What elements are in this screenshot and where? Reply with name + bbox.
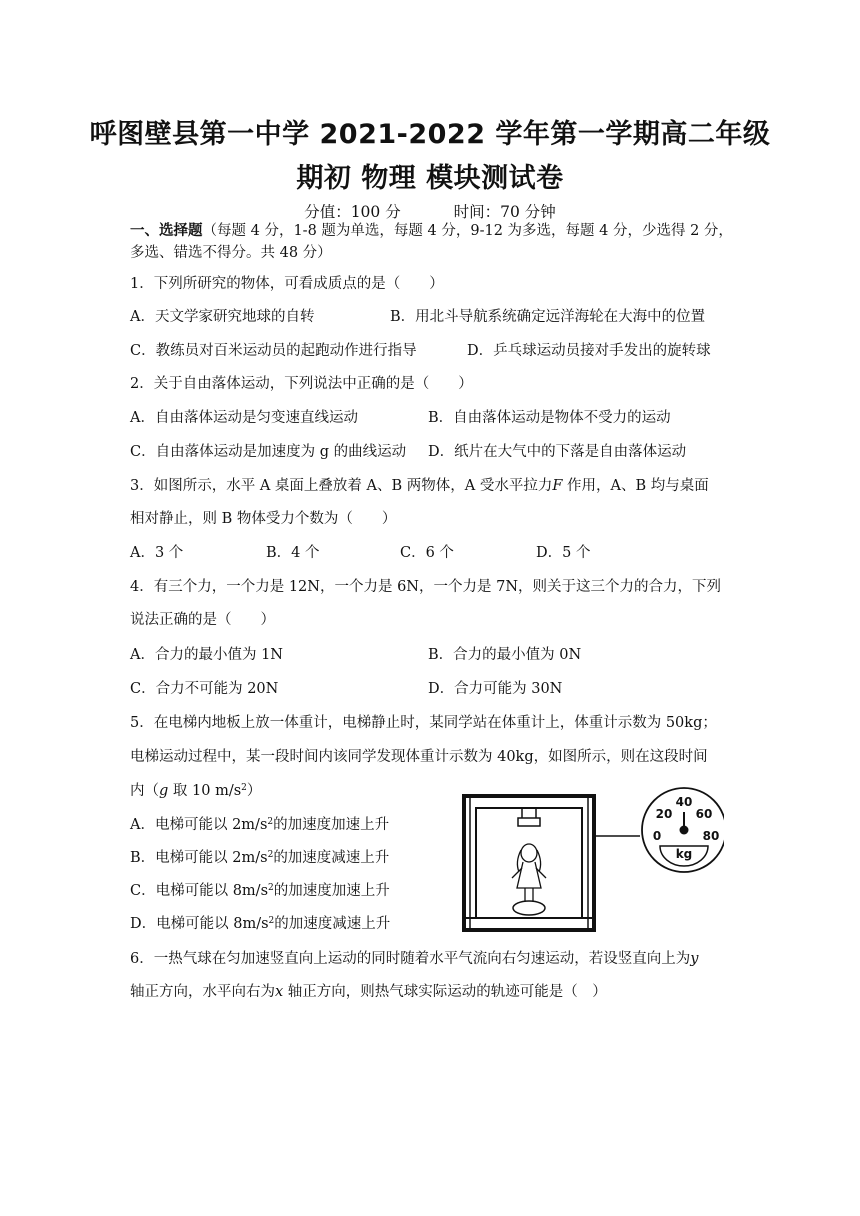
- q2-option-c: C．自由落体运动是加速度为 g 的曲线运动: [130, 444, 407, 460]
- q5-g-symbol: g: [159, 783, 169, 799]
- q3-stem-cont: 相对静止，则 B 物体受力个数为（ ）: [130, 511, 397, 527]
- q1-stem: 1．下列所研究的物体，可看成质点的是（ ）: [130, 276, 444, 292]
- q5-stem-cont2: [130, 781, 261, 801]
- q2-option-b: B．自由落体运动是物体不受力的运动: [428, 410, 671, 426]
- q1-option-c: C．教练员对百米运动员的起跑动作进行指导: [130, 343, 417, 359]
- q5-option-a-text2: 的加速度加速上升: [273, 817, 390, 833]
- q5-option-b: [130, 848, 389, 868]
- q5-option-a: [130, 815, 389, 835]
- dial-label: 80: [702, 829, 720, 843]
- q1-option-d: D．乒乓球运动员接对手发出的旋转球: [467, 343, 711, 359]
- score-text: 分值：100 分: [304, 203, 401, 221]
- q3-option-a: A．3 个: [130, 545, 184, 561]
- section-title: 一、选择题: [130, 223, 203, 239]
- q5-option-b-text: B．电梯可能以 2m/s: [130, 850, 268, 866]
- exam-meta: [0, 200, 860, 222]
- elevator-scale-figure: [462, 768, 724, 934]
- q6-y-symbol: y: [690, 951, 699, 967]
- section-instructions: （每题 4 分，1-8 题为单选，每题 4 分，9-12 为多选，每题 4 分，少选得 2 分，: [202, 223, 733, 239]
- q5-stem-part: 取 10 m/s: [168, 783, 242, 799]
- dial-label: 0: [652, 829, 662, 843]
- q2-option-a: A．自由落体运动是匀变速直线运动: [130, 410, 358, 426]
- time-text: 时间：70 分钟: [453, 203, 556, 221]
- q5-stem-part: 内（: [130, 783, 159, 799]
- q2-option-d: D．纸片在大气中的下落是自由落体运动: [428, 444, 687, 460]
- q1-option-b: B．用北斗导航系统确定远洋海轮在大海中的位置: [390, 309, 706, 325]
- q5-option-c: [130, 881, 390, 901]
- q2-stem: 2．关于自由落体运动，下列说法中正确的是（ ）: [130, 376, 473, 392]
- q5-option-b-text2: 的加速度减速上升: [273, 850, 390, 866]
- q6-x-symbol: x: [275, 984, 284, 1000]
- q3-option-d: D．5 个: [536, 545, 591, 561]
- q5-option-d-sup: 2: [268, 916, 275, 926]
- dial-label: 60: [695, 807, 713, 821]
- q4-option-c: C．合力不可能为 20N: [130, 681, 279, 697]
- q4-option-a: A．合力的最小值为 1N: [130, 647, 283, 663]
- q5-option-a-text: A．电梯可能以 2m/s: [130, 817, 268, 833]
- q3-stem-part: 3．如图所示，水平 A 桌面上叠放着 A、B 两物体，A 受水平拉力: [130, 478, 553, 494]
- q1-option-a: A．天文学家研究地球的自转: [130, 309, 315, 325]
- page-title-line2: 期初 物理 模块测试卷: [296, 163, 564, 194]
- page-title-line1: 呼图壁县第一中学 2021-2022 学年第一学期高二年级: [89, 119, 771, 150]
- q6-stem-part: 轴正方向，则热气球实际运动的轨迹可能是（ ）: [283, 984, 607, 1000]
- dial-label: 20: [655, 807, 673, 821]
- q5-option-d-text: D．电梯可能以 8m/s: [130, 916, 269, 932]
- q5-stem-cont: 电梯运动过程中，某一段时间内该同学发现体重计示数为 40kg，如图所示，则在这段时间: [130, 749, 708, 765]
- q5-option-c-sup: 2: [268, 883, 274, 893]
- dial-unit: kg: [675, 847, 693, 861]
- q3-option-b: B．4 个: [266, 545, 320, 561]
- q6-stem-part: 轴正方向，水平向右为: [130, 984, 275, 1000]
- q6-stem-cont: [130, 982, 607, 1002]
- q6-stem: [130, 949, 698, 969]
- q5-option-d: [130, 914, 390, 934]
- q5-option-b-sup: 2: [267, 850, 274, 860]
- section-instructions-cont: 多选、错选不得分。共 48 分）: [130, 245, 332, 261]
- q5-option-a-sup: 2: [267, 817, 274, 827]
- q3-option-c: C．6 个: [400, 545, 454, 561]
- q5-superscript: 2: [241, 783, 247, 793]
- dial-label: 40: [675, 795, 693, 809]
- q6-stem-part: 6．一热气球在匀加速竖直向上运动的同时随着水平气流向右匀速运动，若设竖直向上为: [130, 951, 691, 967]
- elevator-frame: [464, 796, 594, 930]
- q4-option-b: B．合力的最小值为 0N: [428, 647, 582, 663]
- q3-force-symbol: F: [552, 478, 563, 494]
- q5-option-c-text2: 的加速度加速上升: [273, 883, 390, 899]
- q3-stem-part: 作用，A、B 均与桌面: [562, 478, 709, 494]
- q3-stem: [130, 476, 709, 496]
- q4-stem: 4．有三个力，一个力是 12N，一个力是 6N，一个力是 7N，则关于这三个力的合力，下列: [130, 579, 722, 595]
- q5-option-d-text2: 的加速度减速上升: [274, 916, 391, 932]
- girl-figure: [512, 844, 546, 902]
- q5-option-c-text: C．电梯可能以 8m/s: [130, 883, 269, 899]
- scale-platform: [513, 901, 545, 915]
- q5-stem-part: ）: [246, 783, 262, 799]
- q5-stem: 5．在电梯内地板上放一体重计，电梯静止时，某同学站在体重计上，体重计示数为 50kg；: [130, 715, 717, 731]
- ceiling-light: [518, 808, 540, 826]
- section-heading: [130, 221, 733, 241]
- q4-option-d: D．合力可能为 30N: [428, 681, 563, 697]
- q4-stem-cont: 说法正确的是（ ）: [130, 612, 275, 628]
